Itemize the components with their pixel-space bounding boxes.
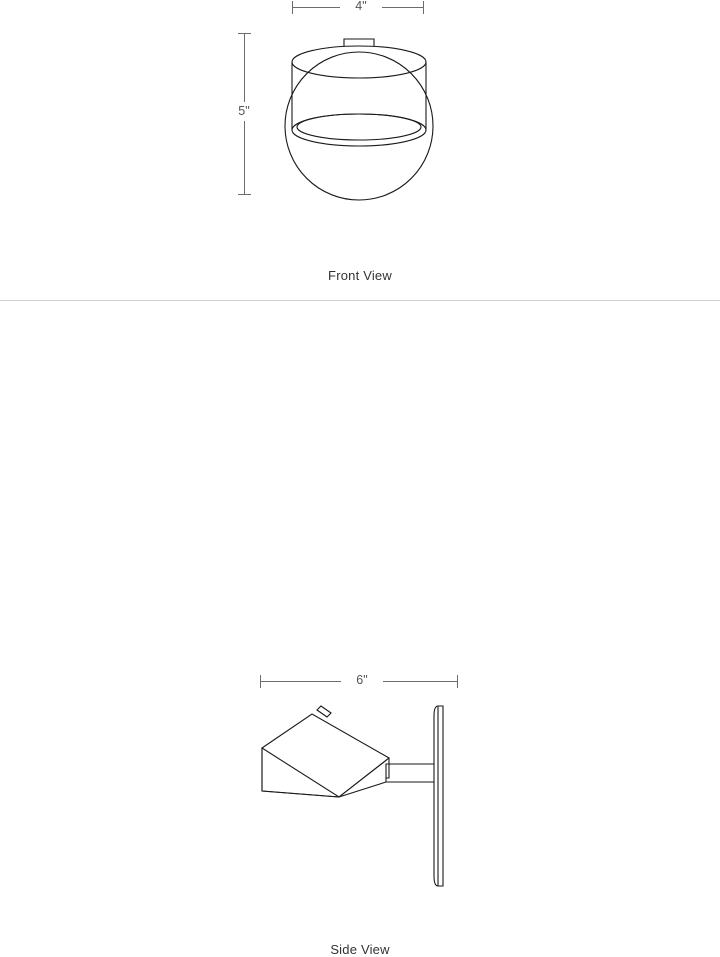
dimension-height-5in [237,33,251,195]
dimension-width-4in [292,0,424,14]
front-view-caption: Front View [328,268,392,283]
front-view-panel [0,0,720,300]
front-view-svg [270,24,460,214]
shade-bottom-edge [262,791,339,797]
dimension-label-width: 4" [340,0,382,14]
mount-tab [344,39,374,46]
shade-bottom-ellipse-inner [297,114,421,140]
dimension-tick-top [238,33,251,34]
dimension-label-depth: 6" [341,673,383,688]
side-view-svg [255,696,465,892]
support-arm [386,764,434,782]
side-view-caption: Side View [330,942,390,957]
shade-top-ellipse [292,46,426,78]
shade-right-edge [339,758,389,797]
side-view-drawing [255,696,465,892]
swivel-tab [317,706,331,717]
side-view-panel [0,300,720,957]
backplate-circle [285,52,433,200]
shade-body-top [262,714,389,797]
dimension-tick-right [423,1,424,14]
wallplate-edge [438,706,443,886]
dimension-tick-left [260,675,261,688]
shade-lower-rear [339,782,386,797]
dimension-tick-left [292,1,293,14]
dimension-tick-right [457,675,458,688]
front-view-drawing [270,24,460,214]
dimension-depth-6in [260,674,458,688]
dimension-tick-bottom [238,194,251,195]
dimension-label-height: 5" [228,102,260,121]
wallplate-face [434,706,438,886]
